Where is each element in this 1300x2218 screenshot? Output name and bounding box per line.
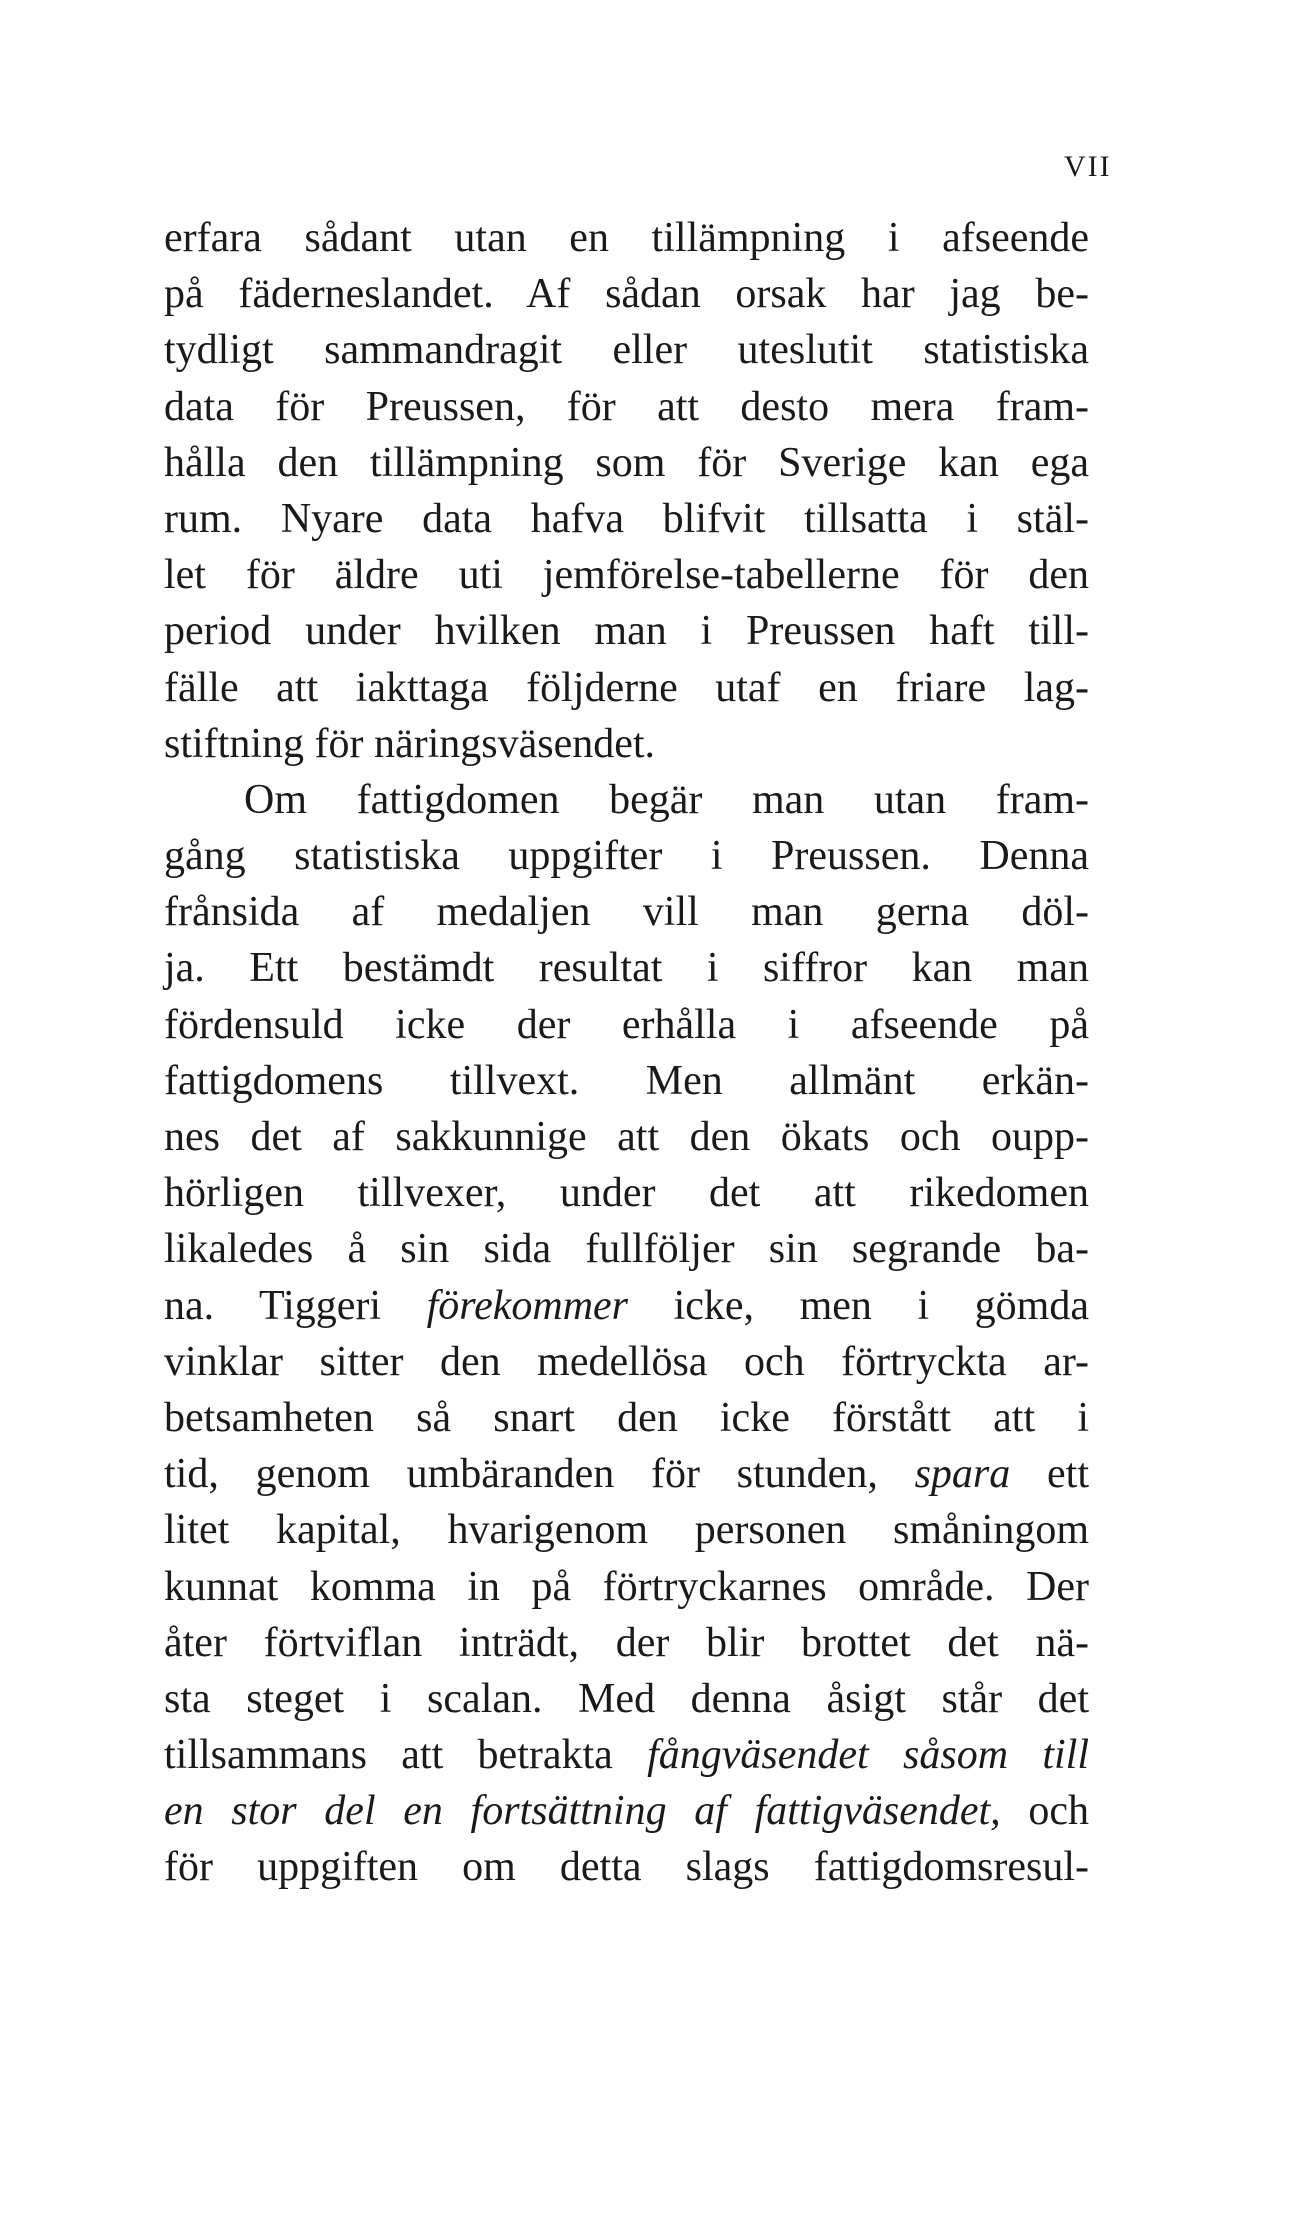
text-line <box>164 1446 1089 1502</box>
text-run: nes det af sakkunnige att den ökats och oupp- <box>164 1114 1089 1160</box>
text-line <box>164 379 1089 435</box>
text-run: fattigdomens tillvext. Men allmänt erkän- <box>164 1057 1089 1104</box>
text-line <box>164 997 1089 1053</box>
text-line <box>164 603 1089 659</box>
text-line <box>164 772 1089 828</box>
text-line <box>164 266 1089 322</box>
text-run: betsamheten så snart den icke förstått att i <box>164 1394 1089 1441</box>
text-run: för uppgiften om detta slags fattigdomsresul- <box>164 1844 1089 1891</box>
text-run: ja. Ett bestämdt resultat i siffror kan man <box>164 945 1089 992</box>
text-line <box>164 547 1089 603</box>
text-run: litet kapital, hvarigenom personen småningom <box>164 1507 1089 1554</box>
text-line <box>164 716 1089 772</box>
text-line <box>164 210 1089 266</box>
text-line <box>164 491 1089 547</box>
text-line <box>164 940 1089 996</box>
text-run: stiftning för näringsväsendet. <box>164 720 656 767</box>
text-line <box>164 1390 1089 1446</box>
text-line <box>164 435 1089 491</box>
text-line <box>164 1671 1089 1727</box>
text-line <box>164 1278 1089 1334</box>
text-run: fördensuld icke der erhålla i afseende på <box>164 1001 1089 1048</box>
page-number: VII <box>1064 150 1112 183</box>
text-line <box>164 1559 1089 1615</box>
text-run: på fäderneslandet. Af sådan orsak har jag be- <box>164 271 1089 318</box>
text-run: let för äldre uti jemförelse-tabellerne för den <box>164 552 1089 599</box>
text-line <box>164 1615 1089 1671</box>
text-run: icke, men i gömda <box>628 1282 1089 1329</box>
text-line <box>164 1334 1089 1390</box>
text-run: gång statistiska uppgifter i Preussen. Denna <box>164 833 1089 880</box>
text-line <box>164 1221 1089 1277</box>
text-run: sta steget i scalan. Med denna åsigt står det <box>164 1675 1089 1722</box>
text-run: likaledes å sin sida fullföljer sin segrande ba- <box>164 1226 1089 1273</box>
text-run: tillsammans att betrakta <box>164 1732 648 1779</box>
text-run: period under hvilken man i Preussen haft till- <box>164 608 1089 655</box>
text-run: erfara sådant utan en tillämpning i afseende <box>164 215 1089 261</box>
text-run: frånsida af medaljen vill man gerna döl- <box>164 889 1089 936</box>
text-run: vinklar sitter den medellösa och förtryckta ar- <box>164 1338 1089 1385</box>
text-line <box>164 660 1089 716</box>
italic-text: spara <box>914 1451 1011 1498</box>
text-run: hålla den tillämpning som för Sverige kan ega <box>164 439 1089 486</box>
text-line <box>164 1783 1089 1839</box>
text-run: tid, genom umbäranden för stunden, <box>164 1451 915 1498</box>
text-run: Om fattigdomen begär man utan fram- <box>244 776 1089 823</box>
text-run: ett <box>1010 1451 1090 1498</box>
text-line <box>164 1165 1089 1221</box>
italic-text: fångväsendet såsom till <box>647 1732 1090 1779</box>
text-line <box>164 828 1089 884</box>
text-run: na. Tiggeri <box>164 1282 427 1329</box>
text-line <box>164 1839 1089 1895</box>
text-line <box>164 1053 1089 1109</box>
text-run: åter förtviflan inträdt, der blir brottet det nä- <box>164 1619 1089 1666</box>
text-line <box>164 1109 1089 1165</box>
text-line <box>164 884 1089 940</box>
text-line <box>164 1502 1089 1558</box>
italic-text: förekommer <box>426 1282 629 1329</box>
text-line <box>164 1727 1089 1783</box>
text-run: och <box>1000 1788 1089 1835</box>
text-run: kunnat komma in på förtryckarnes område. Der <box>164 1563 1089 1610</box>
text-run: hörligen tillvexer, under det att rikedomen <box>164 1170 1089 1217</box>
text-line <box>164 322 1089 378</box>
text-run: fälle att iakttaga följderne utaf en friare lag- <box>164 664 1089 711</box>
italic-text: en stor del en fortsättning af fattigväsendet, <box>164 1788 1001 1835</box>
body-text <box>164 210 1089 1896</box>
text-run: tydligt sammandragit eller uteslutit statistiska <box>164 327 1089 374</box>
text-run: rum. Nyare data hafva blifvit tillsatta i stäl- <box>164 495 1089 542</box>
text-run: data för Preussen, för att desto mera fram- <box>164 383 1089 430</box>
